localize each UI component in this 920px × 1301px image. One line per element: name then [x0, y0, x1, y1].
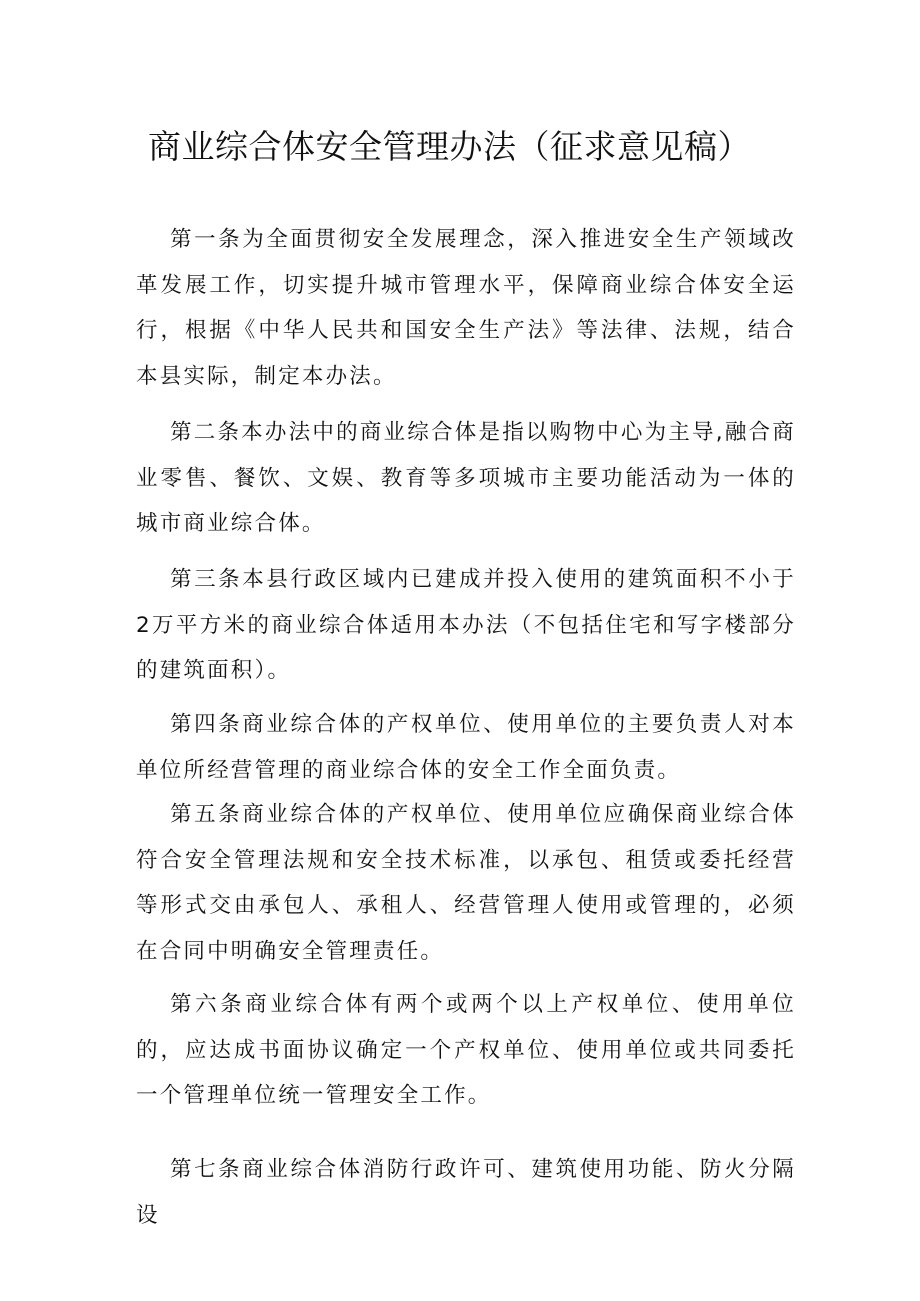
- article-2-paragraph: 第二条本办法中的商业综合体是指以购物中心为主导,融合商业零售、餐饮、文娱、教育等多项城市主要功能活动为一体的城市商业综合体。: [136, 420, 796, 536]
- article-4-paragraph: 第四条商业综合体的产权单位、使用单位的主要负责人对本单位所经营管理的商业综合体的安全工作全面负责。: [136, 712, 796, 783]
- document-title: 商业综合体安全管理办法（征求意见稿）: [148, 127, 751, 166]
- article-7-paragraph: 第七条商业综合体消防行政许可、建筑使用功能、防火分隔设: [136, 1157, 796, 1228]
- article-5-paragraph: 第五条商业综合体的产权单位、使用单位应确保商业综合体符合安全管理法规和安全技术标准，以承包、租赁或委托经营等形式交由承包人、承租人、经营管理人使用或管理的，必须在合同中明确安全管理责任。: [136, 802, 796, 964]
- article-3-paragraph: 第三条本县行政区域内已建成并投入使用的建筑面积不小于2万平方米的商业综合体适用本办法（不包括住宅和写字楼部分的建筑面积）。: [136, 567, 796, 683]
- article-1-paragraph: 第一条为全面贯彻安全发展理念，深入推进安全生产领域改革发展工作，切实提升城市管理水平，保障商业综合体安全运行，根据《中华人民共和国安全生产法》等法律、法规，结合本县实际，制定本办法。: [136, 227, 796, 389]
- article-6-paragraph: 第六条商业综合体有两个或两个以上产权单位、使用单位的，应达成书面协议确定一个产权单位、使用单位或共同委托一个管理单位统一管理安全工作。: [136, 992, 796, 1108]
